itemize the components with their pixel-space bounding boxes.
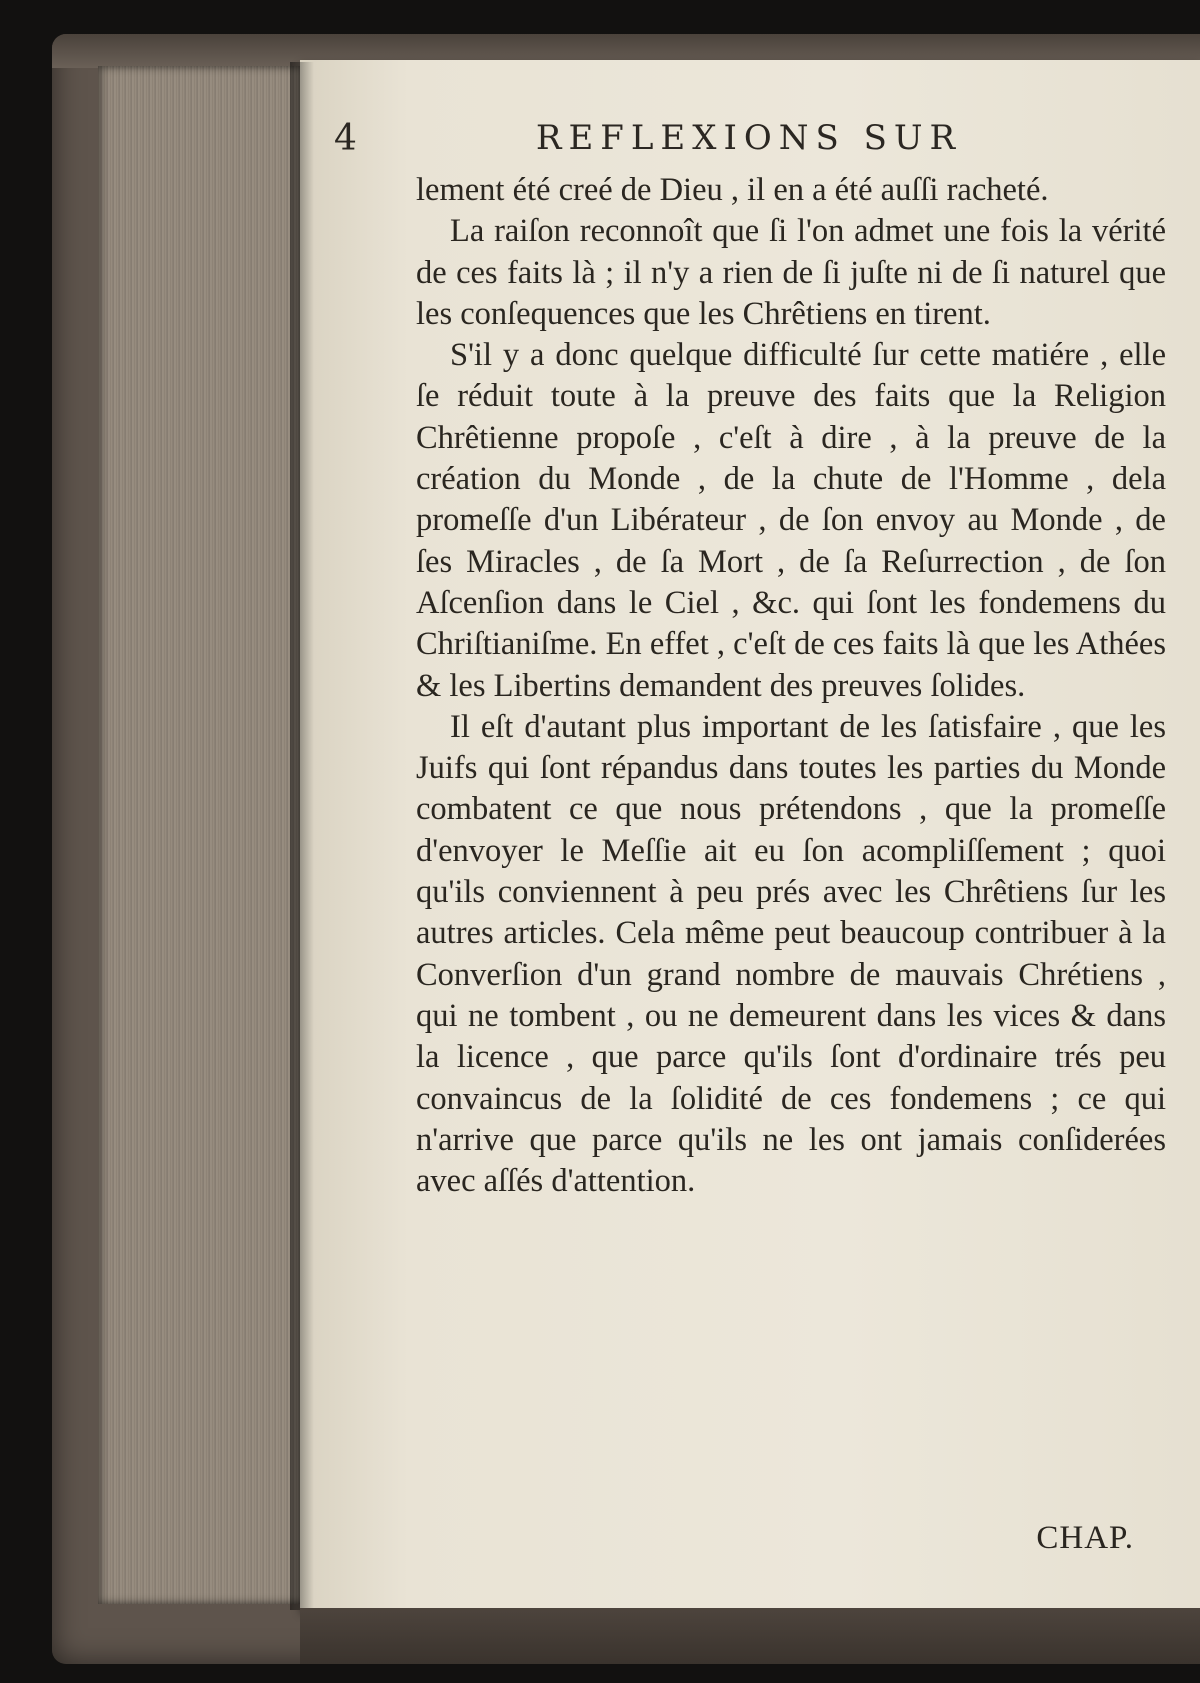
page-edges [98,66,308,1604]
catchword: CHAP. [1036,1520,1134,1556]
cover-bottom-edge [300,1608,1200,1664]
page-number: 4 [334,118,357,159]
paragraph: La raiſon reconnoît que ſi l'on admet une fois la vérité de ces faits là ; il n'y a rien de ſi juſte ni de ſi naturel que les conſequences que les Chrêtiens en tirent. [416,213,1166,332]
running-head: REFLEXIONS SUR [535,118,963,158]
paragraph: S'il y a donc quelque difficulté ſur cette matiére , elle ſe réduit toute à la preuve des faits que la Religion Chrêtienne propoſe , c'eſt à dire , à la preuve de la création du Monde , de la chute de l'Homme , dela promeſſe d'un Libérateur , de ſon envoy au Monde , de ſes Miracles , de ſa Mort , de ſa Reſurrection , de ſon Aſcenſion dans le Ciel , &c. qui ſont les fondemens du Chriſtianiſme. En effet , c'eſt de ces faits là que les Athées & les Libertins demandent des preuves ſolides. [416,337,1166,704]
paragraph: Il eſt d'autant plus important de les ſatisfaire , que les Juifs qui ſont répandus dans toutes les parties du Monde combatent ce que nous prétendons , que la promeſſe d'envoyer le Meſſie ait eu ſon acompliſſement ; quoi qu'ils conviennent à peu prés avec les Chrêtiens ſur les autres articles. Cela même peut beaucoup contribuer à la Converſion d'un grand nombre de mauvais Chrétiens , qui ne tombent , ou ne demeurent dans les vices & dans la licence , que parce qu'ils ſont d'ordinaire trés peu convaincus de la ſolidité de ces fondemens ; ce qui n'arrive que parce qu'ils ne les ont jamais conſiderées avec aſſés d'attention. [416,708,1166,1200]
body-text [416,170,1166,1202]
page-header [334,118,1164,174]
paragraph-continuation: lement été creé de Dieu , il en a été auſſi racheté. [416,172,1049,208]
gutter-shadow [290,62,314,1610]
book-page [300,60,1200,1610]
